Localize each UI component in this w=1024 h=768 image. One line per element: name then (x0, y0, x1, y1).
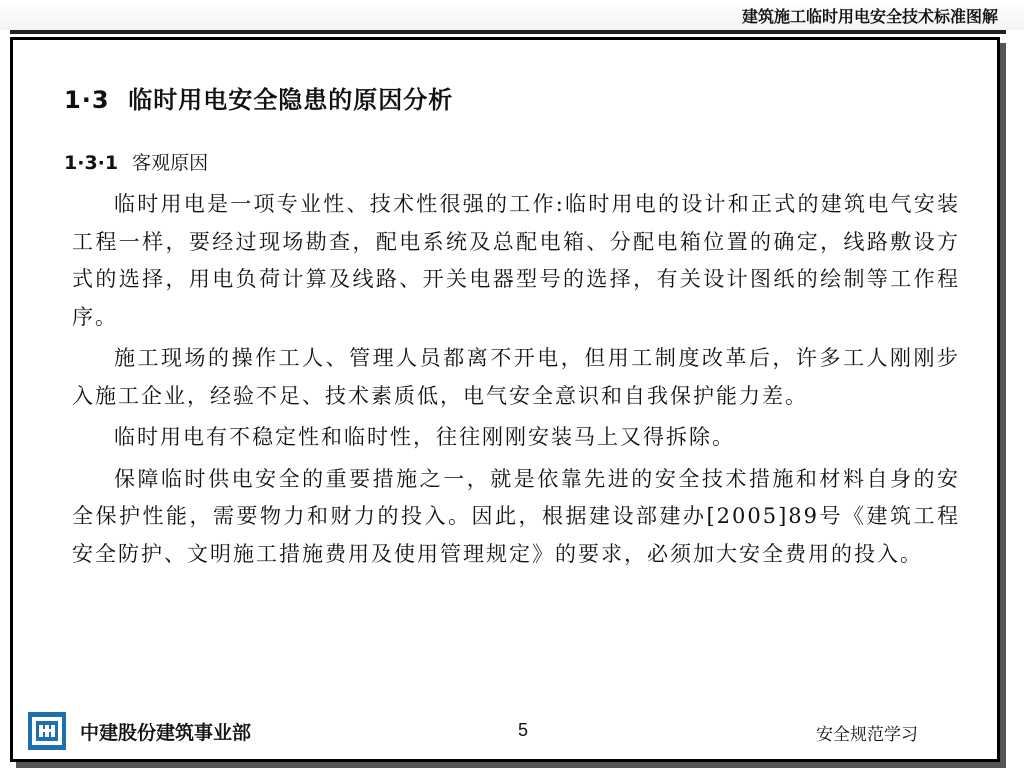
section-number: 1·3 (64, 86, 110, 114)
subsection-title: 客观原因 (132, 152, 209, 174)
paragraph: 临时用电是一项专业性、技术性很强的工作:临时用电的设计和正式的建筑电气安装工程一样，要经过现场勘查，配电系统及总配电箱、分配电箱位置的确定，线路敷设方式的选择，用电负荷计算及线路、开关电器型号的选择，有关设计图纸的绘制等工作程序。 (72, 192, 960, 329)
section-title (64, 80, 453, 115)
header-title: 建筑施工临时用电安全技术标准图解 (741, 7, 998, 26)
page-number: 5 (518, 720, 529, 740)
paragraph: 临时用电有不稳定性和临时性，往往刚刚安装马上又得拆除。 (114, 425, 735, 449)
section-title-text: 临时用电安全隐患的原因分析 (128, 86, 454, 114)
paragraph: 保障临时供电安全的重要措施之一，就是依靠先进的安全技术措施和材料自身的安全保护性能，需要物力和财力的投入。因此，根据建设部建办[2005]89号《建筑工程安全防护、文明施工措施费用及使用管理规定》的要求，必须加大安全费用的投入。 (72, 466, 960, 566)
organization-name: 中建股份建筑事业部 (80, 722, 252, 744)
subsection-heading (64, 148, 208, 175)
header-bar (0, 0, 1024, 30)
body-text (72, 186, 960, 577)
header-divider (10, 30, 1006, 34)
subsection-number: 1·3·1 (64, 152, 119, 174)
cscec-logo-icon (28, 712, 66, 750)
footer-label: 安全规范学习 (816, 725, 918, 745)
paragraph: 施工现场的操作工人、管理人员都离不开电，但用工制度改革后，许多工人刚刚步入施工企业，经验不足、技术素质低，电气安全意识和自我保护能力差。 (72, 346, 960, 408)
